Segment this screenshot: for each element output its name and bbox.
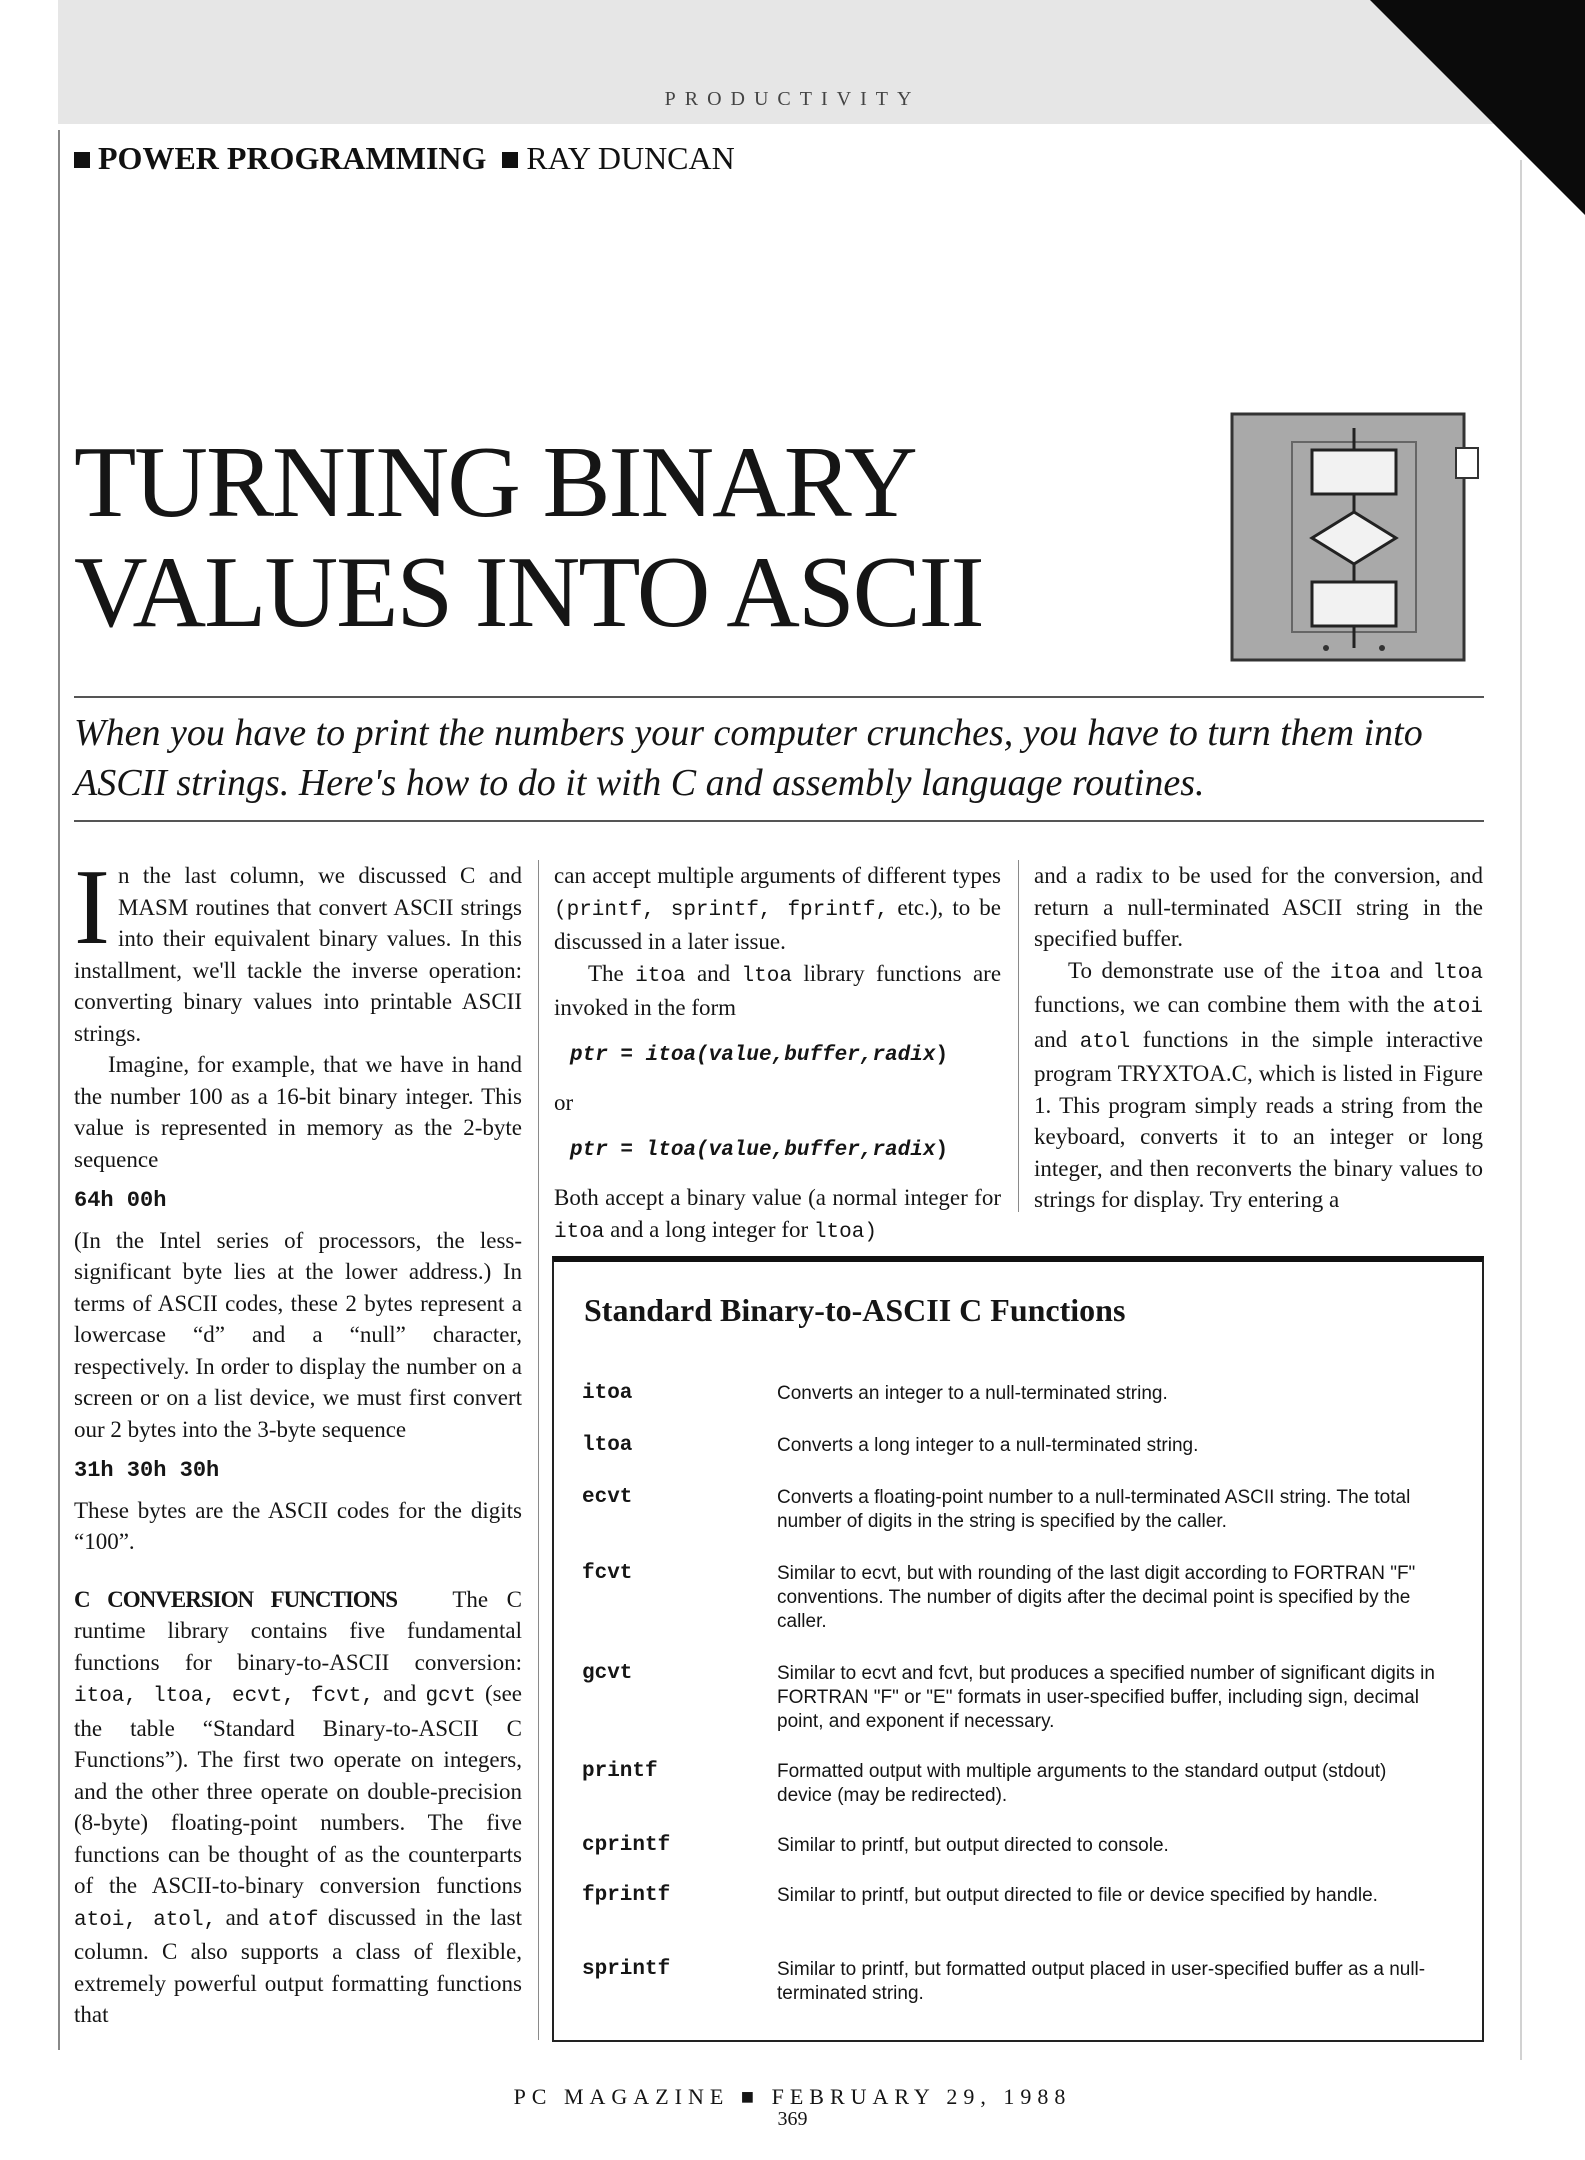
function-name: gcvt <box>582 1662 633 1685</box>
body-column-1 <box>74 848 523 2031</box>
flowchart-logo-icon <box>1230 412 1480 664</box>
inline-code: atoi, atol, <box>74 1908 217 1932</box>
left-margin-rule <box>58 130 60 2050</box>
inline-code: atof <box>268 1908 319 1932</box>
paragraph <box>74 1584 522 2031</box>
code-text: ptr = ltoa( <box>570 1138 709 1162</box>
body-column-3 <box>1034 860 1483 1216</box>
inline-code: itoa <box>635 964 686 988</box>
code-snippet: 31h 30h 30h <box>74 1458 220 1483</box>
code-args: value,buffer,radix <box>708 1043 936 1067</box>
column-header <box>74 140 735 177</box>
section-label: PRODUCTIVITY <box>664 88 921 110</box>
code-text: ) <box>935 1138 949 1162</box>
function-description: Converts a long integer to a null-terminated string. <box>777 1435 1199 1456</box>
inline-code: ltoa <box>1432 961 1484 985</box>
paragraph-text: n the last column, we discussed C and MASM routines that convert ASCII strings into their equivalent binary values. In this installment, we'll tackle the inverse operation: converting binary values into printable ASCII strings. <box>74 863 522 1046</box>
author-name: RAY DUNCAN <box>526 140 735 176</box>
paragraph <box>554 1182 1001 1248</box>
inline-code: atoi <box>1432 996 1483 1019</box>
function-description: Formatted output with multiple arguments to the standard output (stdout) device (may be redirected). <box>777 1761 1387 1806</box>
code-args: value,buffer,radix <box>708 1138 936 1162</box>
function-name: printf <box>582 1760 658 1783</box>
code-snippet <box>570 1040 1001 1072</box>
function-name: itoa <box>582 1382 633 1405</box>
magazine-name: PC MAGAZINE <box>513 2084 730 2109</box>
title-line-2: VALUES INTO ASCII <box>74 536 983 649</box>
issue-date: FEBRUARY 29, 1988 <box>771 2084 1072 2109</box>
paragraph-text: functions, we can combine them with the <box>1034 992 1425 1017</box>
paragraph-text: and <box>696 960 731 986</box>
paragraph-text: To demonstrate use of the <box>1068 957 1321 983</box>
function-description: Converts a floating-point number to a null-terminated ASCII string. The total number of digits in the string is specified by the caller. <box>777 1487 1411 1532</box>
body-column-2 <box>554 860 1001 1248</box>
paragraph: and a radix to be used for the conversion, and return a null-terminated ASCII string in the specified buffer. <box>1034 863 1483 951</box>
inline-code: ltoa <box>741 964 792 988</box>
functions-table <box>552 1256 1484 2042</box>
code-snippet <box>570 1135 1001 1167</box>
paragraph-text: The C runtime library contains five fundamental functions for binary-to-ASCII conversion: <box>74 1586 522 1675</box>
footer-bullet-icon: ■ <box>740 2084 761 2109</box>
function-name: sprintf <box>582 1958 671 1981</box>
paragraph: These bytes are the ASCII codes for the digits “100”. <box>74 1497 522 1554</box>
article-deck: When you have to print the numbers your computer crunches, you have to turn them into ASCII strings. Here's how to do it with C and assembly language routines. <box>74 712 1423 804</box>
paragraph-text: and <box>225 1904 259 1930</box>
code-snippet: 64h 00h <box>74 1188 167 1213</box>
paragraph-text: and <box>1389 957 1424 983</box>
function-name: ltoa <box>582 1434 633 1457</box>
inline-code: ltoa) <box>813 1220 877 1244</box>
table-title: Standard Binary-to-ASCII C Functions <box>584 1292 1126 1328</box>
bullet-icon <box>74 152 90 168</box>
function-description: Similar to printf, but formatted output placed in user-specified buffer as a null-terminated string. <box>777 1959 1426 2004</box>
paragraph-text: etc.), to be discussed in a later issue. <box>554 894 1001 954</box>
right-margin-rule <box>1520 160 1522 2060</box>
function-description: Similar to ecvt and fcvt, but produces a specified number of significant digits in FORTRAN "F" or "E" formats in user-specified buffer, including sign, decimal point, and exponent if necessary. <box>777 1663 1435 1732</box>
paragraph-text: library functions are invoked in the form <box>554 960 1002 1020</box>
paragraph-text: functions in the simple interactive program TRYXTOA.C, which is listed in Figure 1. This program simply reads a string from the keyboard, converts it to an integer or long integer, and then reconverts the binary values to strings for display. Try entering a <box>1034 1026 1483 1212</box>
bullet-icon <box>502 152 518 168</box>
inline-code: itoa <box>1329 961 1381 985</box>
function-name: fprintf <box>582 1884 671 1907</box>
paragraph-text: Both accept a binary value (a normal integer for <box>554 1185 1001 1210</box>
function-description: Similar to ecvt, but with rounding of the last digit according to FORTRAN "F" conventions. The number of digits after the decimal point is specified by the caller. <box>777 1563 1416 1632</box>
paragraph: (In the Intel series of processors, the less-significant byte lies at the lower address.) In terms of ASCII codes, these 2 bytes represent a lowercase “d” and a “null” character, respectively. In order to display the number on a screen or on a list device, we must first convert our 2 bytes into the 3-byte sequence <box>74 1227 522 1442</box>
inline-code: itoa <box>554 1220 605 1244</box>
column-rule <box>538 860 539 2040</box>
paragraph-text: The <box>588 960 624 986</box>
paragraph-text: discussed in the last column. C also supports a class of flexible, extremely powerful output formatting functions that <box>74 1904 523 2027</box>
function-description: Similar to printf, but output directed to console. <box>777 1835 1169 1856</box>
paragraph-text: (see the table “Standard Binary-to-ASCII C Functions”). The first two operate on integers, and the other three operate on double-precision (8-byte) floating-point numbers. The five functions can be thought of as the counterparts of the ASCII-to-binary conversion functions <box>74 1681 523 1898</box>
page-footer <box>0 2084 1585 2110</box>
paragraph-text: and a long integer for <box>610 1216 809 1242</box>
drop-cap: I <box>74 848 110 967</box>
inline-code: itoa, ltoa, ecvt, fcvt, <box>74 1685 374 1708</box>
paragraph <box>554 860 1001 958</box>
paragraph <box>1034 955 1483 1216</box>
inline-code: gcvt <box>425 1685 476 1708</box>
function-description: Converts an integer to a null-terminated string. <box>777 1383 1168 1404</box>
function-name: ecvt <box>582 1486 633 1509</box>
deck-rule-top <box>74 696 1484 698</box>
title-line-1: TURNING BINARY <box>74 426 916 539</box>
function-name: cprintf <box>582 1834 671 1857</box>
inline-code: atol <box>1079 1030 1131 1054</box>
code-text: ) <box>935 1043 949 1067</box>
inline-code: (printf, sprintf, fprintf, <box>554 898 889 922</box>
column-rule <box>1018 860 1019 1212</box>
paragraph <box>74 848 522 1049</box>
paragraph: Imagine, for example, that we have in hand the number 100 as a 16-bit binary integer. This value is represented in memory as the 2-byte sequence <box>74 1052 522 1172</box>
paragraph <box>554 958 1001 1024</box>
function-description: Similar to printf, but output directed to file or device specified by handle. <box>777 1885 1378 1906</box>
deck-rule-bottom <box>74 820 1484 822</box>
article-title <box>74 428 983 648</box>
paragraph-text: can accept multiple arguments of different types <box>554 863 1001 888</box>
function-name: fcvt <box>582 1562 633 1585</box>
code-text: ptr = itoa( <box>570 1043 709 1067</box>
section-subhead: C CONVERSION FUNCTIONS <box>74 1586 398 1612</box>
paragraph-text: and <box>1034 1026 1068 1052</box>
column-name: POWER PROGRAMMING <box>98 140 487 176</box>
page-number: 369 <box>777 2108 808 2130</box>
paragraph: or <box>554 1090 574 1115</box>
paragraph-text: and <box>383 1681 417 1706</box>
